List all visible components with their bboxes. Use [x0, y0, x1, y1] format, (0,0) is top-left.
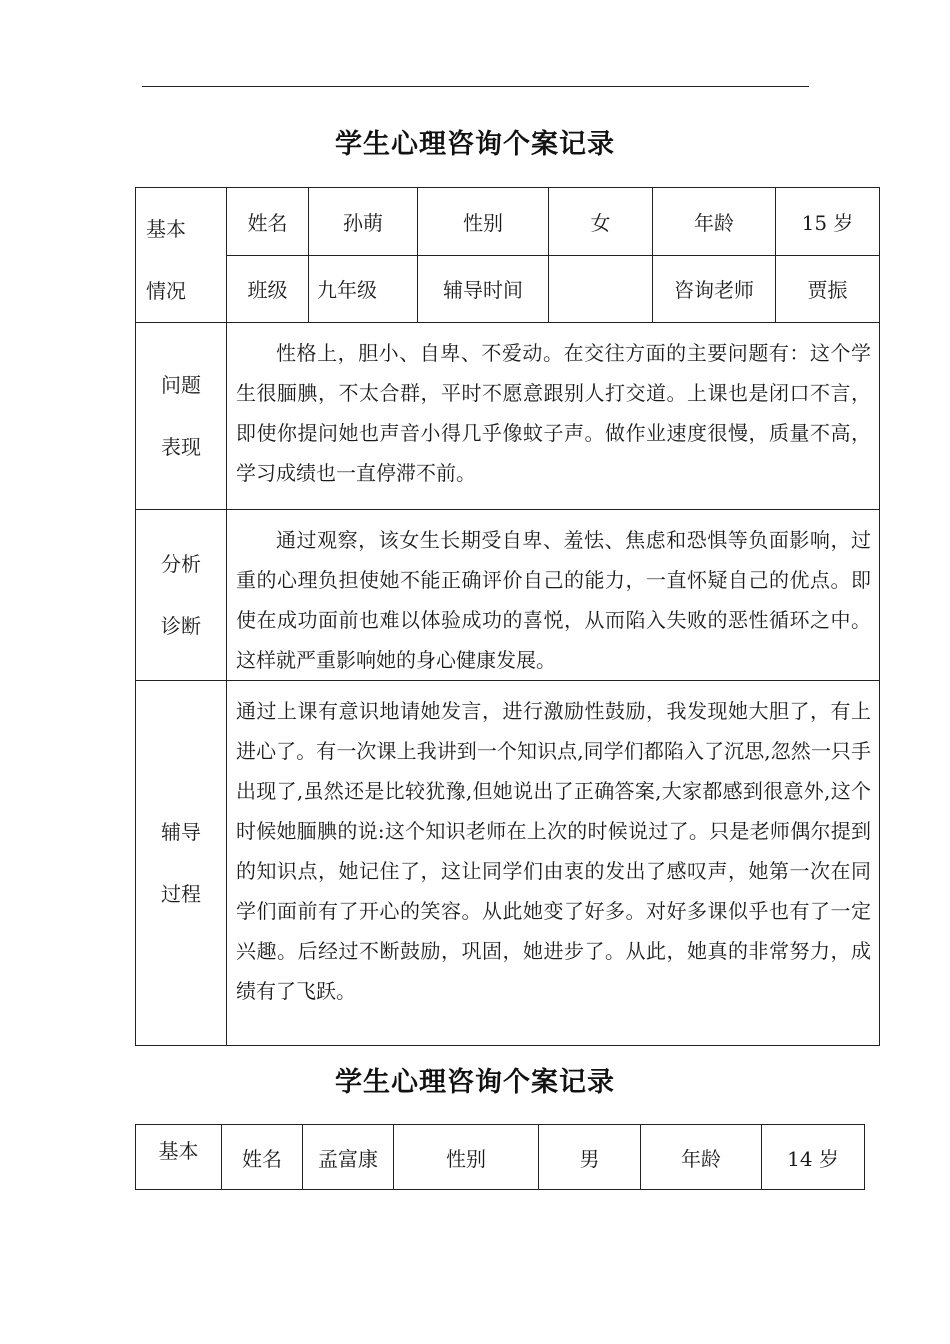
basic-info-label — [136, 188, 227, 323]
problem-label-line1: 问题 — [161, 373, 201, 397]
second-name-value: 孟富康 — [303, 1125, 394, 1190]
time-value — [549, 255, 653, 323]
second-gender-label: 性别 — [394, 1125, 539, 1190]
gender-value: 女 — [549, 188, 653, 256]
analysis-label-line1: 分析 — [161, 552, 201, 576]
header-rule — [142, 86, 809, 87]
second-case-record-table — [135, 1124, 865, 1190]
basic-info-label-line2: 情况 — [146, 279, 186, 303]
analysis-label-line2: 诊断 — [161, 614, 201, 638]
analysis-text: 通过观察，该女生长期受自卑、羞怯、焦虑和恐惧等负面影响，过重的心理负担使她不能正确评价自己的能力，一直怀疑自己的优点。即使在成功面前也难以体验成功的喜悦，从而陷入失败的恶性循环之中。这样就严重影响她的身心健康发展。 — [227, 510, 880, 681]
process-text: 通过上课有意识地请她发言，进行激励性鼓励，我发现她大胆了，有上进心了。有一次课上我讲到一个知识点,同学们都陷入了沉思,忽然一只手出现了,虽然还是比较犹豫,但她说出了正确答案,大家都感到很意外,这个时候她腼腆的说:这个知识老师在上次的时候说过了。只是老师偶尔提到的知识点，她记住了，这让同学们由衷的发出了感叹声，她第一次在同学们面前有了开心的笑容。从此她变了好多。对好多课似乎也有了一定兴趣。后经过不断鼓励，巩固，她进步了。从此，她真的非常努力，成绩有了飞跃。 — [227, 681, 880, 1046]
gender-label: 性别 — [418, 188, 549, 256]
process-label-line2: 过程 — [161, 882, 201, 906]
problem-label-line2: 表现 — [161, 435, 201, 459]
analysis-label — [136, 510, 227, 681]
second-gender-value: 男 — [539, 1125, 641, 1190]
name-value: 孙萌 — [309, 188, 418, 256]
second-age-label: 年龄 — [641, 1125, 762, 1190]
second-record-title: 学生心理咨询个案记录 — [335, 1067, 615, 1098]
process-label-line1: 辅导 — [161, 820, 201, 844]
process-label — [136, 681, 227, 1046]
problem-label — [136, 323, 227, 510]
class-value: 九年级 — [309, 255, 418, 323]
basic-info-label-line1: 基本 — [146, 217, 186, 241]
problem-text: 性格上，胆小、自卑、不爱动。在交往方面的主要问题有：这个学生很腼腆，不太合群，平时不愿意跟别人打交道。上课也是闭口不言，即使你提问她也声音小得几乎像蚊子声。做作业速度很慢，质量不高，学习成绩也一直停滞不前。 — [227, 323, 880, 510]
age-value: 15 岁 — [776, 188, 880, 256]
name-label: 姓名 — [227, 188, 309, 256]
teacher-label: 咨询老师 — [653, 255, 776, 323]
second-age-value: 14 岁 — [762, 1125, 865, 1190]
teacher-value: 贾振 — [776, 255, 880, 323]
age-label: 年龄 — [653, 188, 776, 256]
time-label: 辅导时间 — [418, 255, 549, 323]
page-title: 学生心理咨询个案记录 — [335, 129, 615, 160]
second-name-label: 姓名 — [222, 1125, 303, 1190]
class-label: 班级 — [227, 255, 309, 323]
case-record-table — [135, 187, 880, 1046]
second-basic-info-label: 基本 — [136, 1125, 222, 1190]
